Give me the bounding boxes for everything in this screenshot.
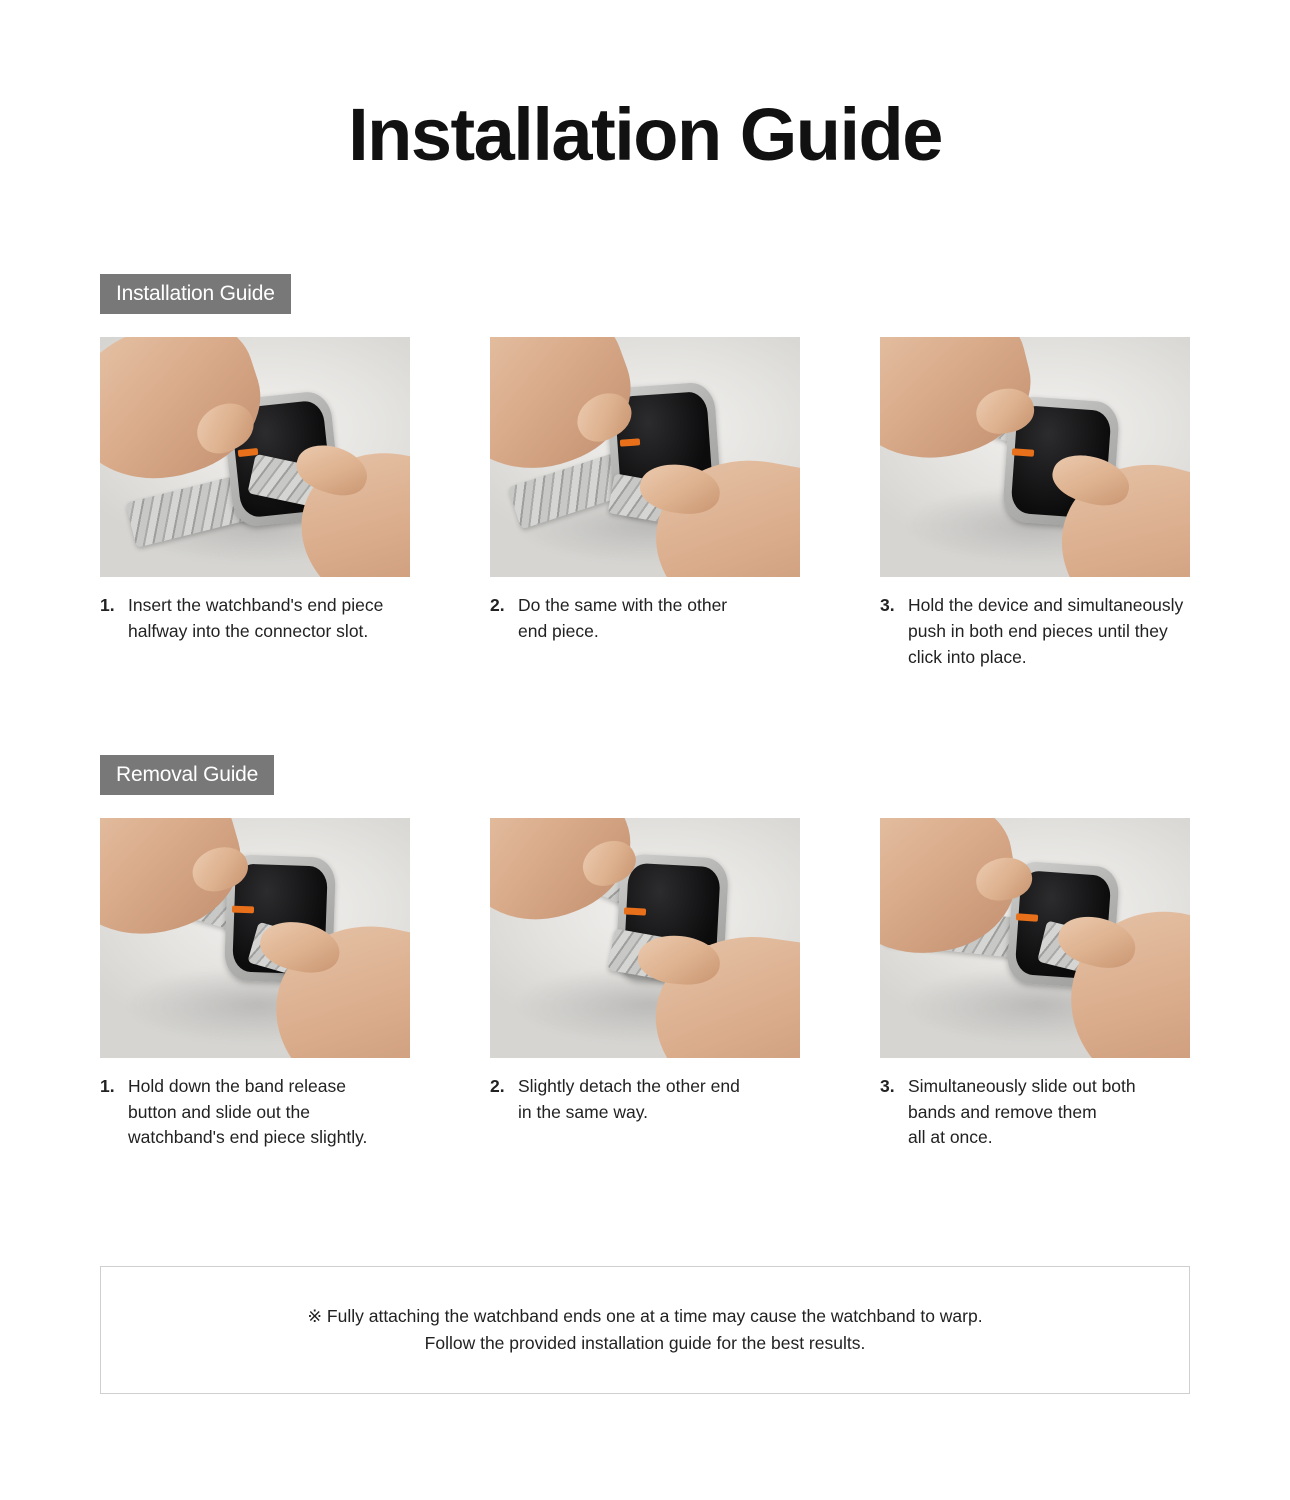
step-line: Do the same with the other — [518, 595, 728, 615]
step-line: click into place. — [908, 646, 1027, 667]
step-line: all at once. — [908, 1127, 993, 1148]
step-line: Hold down the band release — [128, 1075, 346, 1096]
step-item — [880, 818, 1190, 1152]
step-line: end piece. — [518, 620, 599, 641]
step-item — [100, 337, 410, 671]
release-button-indicator — [1016, 913, 1038, 922]
step-photo — [490, 818, 800, 1058]
release-button-indicator — [620, 438, 640, 446]
section-label-row — [0, 755, 1290, 795]
section-removal — [0, 671, 1290, 1152]
step-number: 3. — [880, 1075, 895, 1096]
step-number: 1. — [100, 1075, 115, 1096]
step-number: 1. — [100, 595, 115, 615]
step-item — [100, 818, 410, 1152]
step-number: 3. — [880, 595, 895, 615]
step-text — [100, 593, 410, 645]
section-label-removal: Removal Guide — [100, 755, 274, 795]
step-line: Slightly detach the other end — [518, 1075, 740, 1096]
step-line: Simultaneously slide out both — [908, 1075, 1136, 1096]
note-line-1: ※ Fully attaching the watchband ends one at a time may cause the watchband to warp. — [307, 1305, 983, 1326]
step-description — [518, 593, 800, 645]
step-number: 2. — [490, 595, 505, 615]
note-box — [100, 1266, 1190, 1394]
step-item — [880, 337, 1190, 671]
step-description — [128, 1074, 410, 1152]
step-line: halfway into the connector slot. — [128, 620, 369, 641]
step-photo — [490, 337, 800, 577]
step-line: Insert the watchband's end piece — [128, 595, 384, 615]
section-label-row — [0, 274, 1290, 314]
step-description — [908, 593, 1190, 671]
step-photo — [880, 337, 1190, 577]
step-list-installation — [0, 337, 1290, 671]
step-description — [518, 1074, 800, 1126]
step-text — [880, 593, 1190, 671]
release-button-indicator — [232, 905, 254, 913]
step-number: 2. — [490, 1075, 505, 1096]
step-description — [128, 593, 410, 645]
step-line: button and slide out the — [128, 1101, 310, 1122]
step-text — [100, 1074, 410, 1152]
step-line: bands and remove them — [908, 1101, 1097, 1122]
section-label-installation: Installation Guide — [100, 274, 291, 314]
step-line: watchband's end piece slightly. — [128, 1127, 368, 1148]
release-button-indicator — [1012, 448, 1034, 457]
step-photo — [100, 337, 410, 577]
section-installation — [0, 172, 1290, 671]
step-text — [490, 593, 800, 645]
step-line: push in both end pieces until they — [908, 620, 1168, 641]
step-text — [880, 1074, 1190, 1152]
step-description — [908, 1074, 1190, 1152]
step-photo — [880, 818, 1190, 1058]
step-item — [490, 818, 800, 1152]
step-line: Hold the device and simultaneously — [908, 595, 1184, 615]
step-list-removal — [0, 818, 1290, 1152]
page-title: Installation Guide — [348, 93, 942, 176]
release-button-indicator — [624, 907, 646, 915]
step-line: in the same way. — [518, 1101, 649, 1122]
note-line-2: Follow the provided installation guide for the best results. — [424, 1333, 866, 1353]
step-item — [490, 337, 800, 671]
step-photo — [100, 818, 410, 1058]
step-text — [490, 1074, 800, 1126]
